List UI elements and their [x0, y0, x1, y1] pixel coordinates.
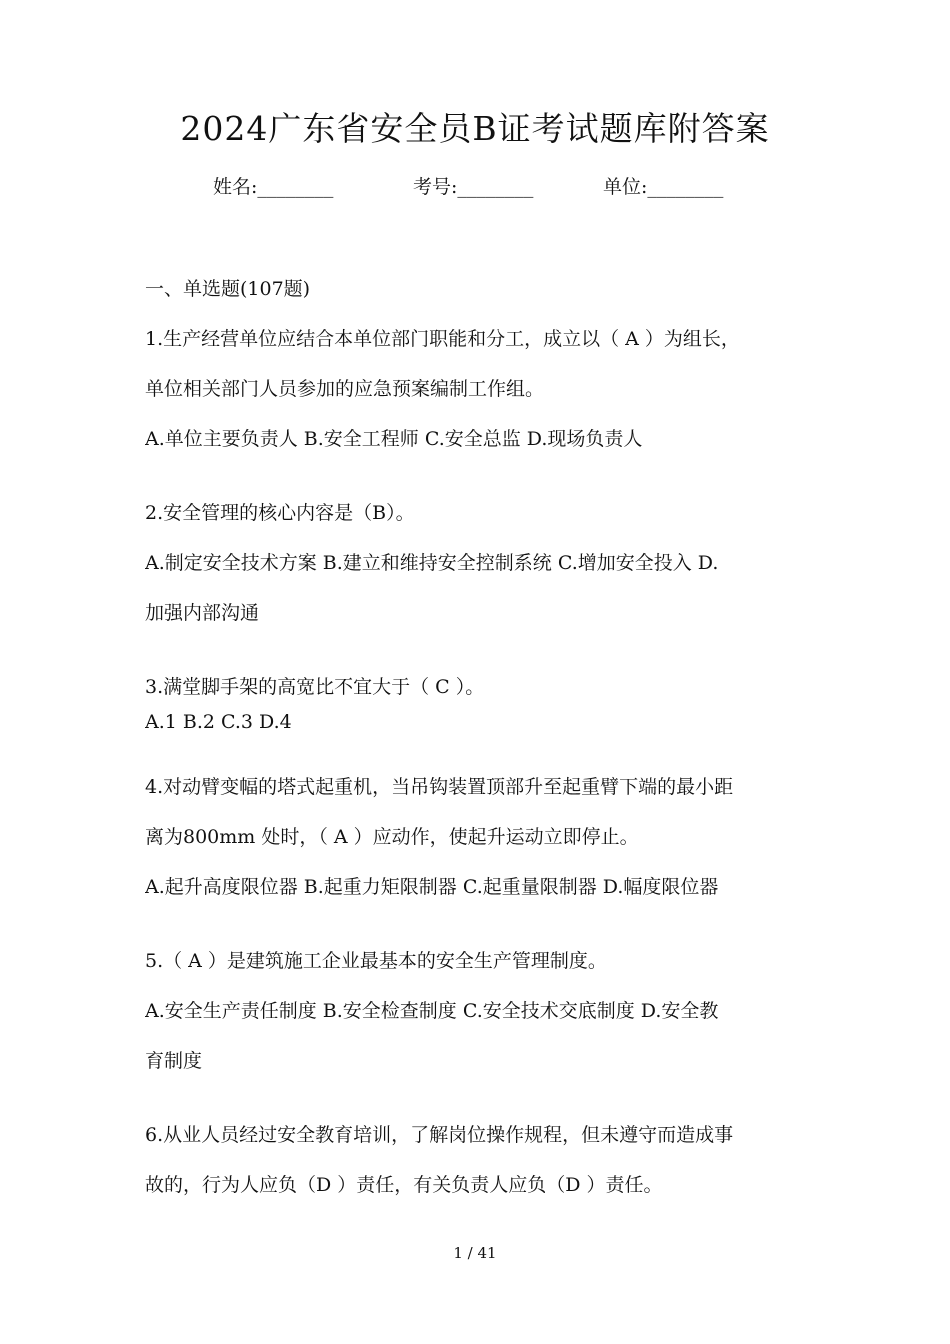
- name-field: 姓名:________: [213, 176, 334, 198]
- question-1-text: 1.生产经营单位应结合本单位部门职能和分工，成立以（ A ）为组长，: [145, 328, 740, 350]
- exam-number-field: 考号:________: [413, 176, 534, 198]
- question-6-text: 6.从业人员经过安全教育培训，了解岗位操作规程，但未遵守而造成事: [145, 1124, 734, 1146]
- page-number: 1 / 41: [453, 1244, 497, 1262]
- question-3-text: 3.满堂脚手架的高宽比不宜大于（ C ）。: [145, 676, 485, 698]
- page-title: 2024广东省安全员B证考试题库附答案: [180, 109, 770, 148]
- question-2-text: 2.安全管理的核心内容是（B）。: [145, 502, 415, 524]
- question-2-options: 加强内部沟通: [145, 602, 260, 624]
- question-4-text: 4.对动臂变幅的塔式起重机，当吊钩装置顶部升至起重臂下端的最小距: [145, 776, 734, 798]
- section-title: 一、单选题(107题): [145, 278, 311, 300]
- question-5-options: A.安全生产责任制度 B.安全检查制度 C.安全技术交底制度 D.安全教: [145, 1000, 719, 1022]
- question-6-text: 故的，行为人应负（D ）责任，有关负责人应负（D ）责任。: [145, 1174, 663, 1196]
- question-1-text: 单位相关部门人员参加的应急预案编制工作组。: [145, 378, 545, 400]
- question-3-options: A.1 B.2 C.3 D.4: [145, 711, 292, 733]
- question-2-options: A.制定安全技术方案 B.建立和维持安全控制系统 C.增加安全投入 D.: [145, 552, 719, 574]
- unit-field: 单位:________: [603, 176, 724, 198]
- question-5-options: 育制度: [145, 1050, 203, 1072]
- question-5-text: 5.（ A ）是建筑施工企业最基本的安全生产管理制度。: [145, 950, 607, 972]
- question-4-text: 离为800mm 处时，（ A ）应动作，使起升运动立即停止。: [145, 826, 639, 848]
- question-1-options: A.单位主要负责人 B.安全工程师 C.安全总监 D.现场负责人: [145, 428, 643, 450]
- question-4-options: A.起升高度限位器 B.起重力矩限制器 C.起重量限制器 D.幅度限位器: [145, 876, 719, 898]
